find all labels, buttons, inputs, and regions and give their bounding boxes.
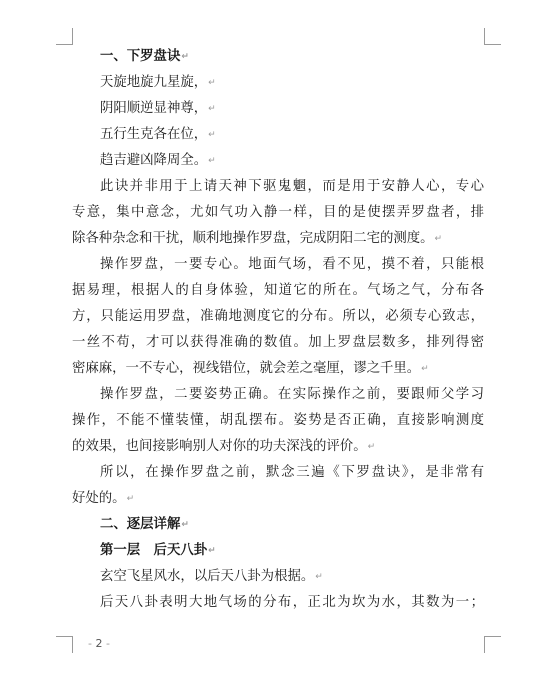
paragraph-mark-icon: ↵ [181, 52, 189, 62]
line-text: 据易理，根据人的自身体验，知道它的所在。气场之气，分布各 [72, 283, 484, 298]
margin-corner-top-left [56, 28, 73, 45]
text-line [72, 174, 484, 200]
paragraph-mark-icon: ↵ [434, 234, 443, 244]
line-text: 操作罗盘，一要专心。地面气场，看不见，摸不着，只能根 [100, 257, 484, 272]
line-text: 五行生克各在位， [100, 127, 208, 142]
paragraph-mark-icon: ↵ [208, 130, 216, 140]
line-text: 操作罗盘，二要姿势正确。在实际操作之前，要跟师父学习 [100, 387, 484, 402]
line-text: 第一层 后天八卦 [100, 543, 208, 558]
text-line [72, 590, 484, 616]
section-heading [72, 512, 484, 538]
text-line [72, 564, 484, 590]
line-text: 天旋地旋九星旋， [100, 75, 208, 90]
text-line [72, 408, 484, 434]
text-line [72, 122, 484, 148]
text-line [72, 226, 484, 252]
margin-corner-top-right [484, 28, 501, 45]
text-line [72, 330, 484, 356]
line-text: 专意，集中意念，尤如气功入静一样，目的是使摆弄罗盘者，排 [72, 205, 484, 220]
text-line [72, 96, 484, 122]
line-text: 一、下罗盘诀 [100, 49, 181, 64]
section-heading [72, 538, 484, 564]
line-text: 一丝不苟，才可以获得准确的数值。加上罗盘层数多，排列得密 [72, 335, 484, 350]
text-line [72, 200, 484, 226]
text-line [72, 148, 484, 174]
footer-dash-left: - [88, 637, 96, 650]
text-line [72, 356, 484, 382]
line-text: 的效果，也间接影响别人对你的功夫深浅的评价。 [72, 439, 367, 454]
line-text: 趋吉避凶降周全。 [100, 153, 208, 168]
paragraph-mark-icon: ↵ [208, 104, 216, 114]
line-text: 方，只能运用罗盘，准确地测度它的分布。所以，必须专心致志， [72, 309, 484, 324]
page-footer [88, 636, 110, 652]
margin-corner-bottom-right [484, 636, 501, 653]
line-text: 二、逐层详解 [100, 517, 181, 532]
paragraph-mark-icon: ↵ [126, 494, 135, 504]
footer-dash-right: - [102, 637, 110, 650]
text-line [72, 70, 484, 96]
text-line [72, 486, 484, 512]
text-line [72, 278, 484, 304]
paragraph-mark-icon: ↵ [208, 546, 216, 556]
paragraph-mark-icon: ↵ [181, 520, 189, 530]
paragraph-mark-icon: ↵ [208, 156, 216, 166]
line-text: 此诀并非用于上请天神下驱鬼魍，而是用于安静人心，专心 [100, 179, 484, 194]
document-body[interactable] [72, 44, 484, 616]
line-text: 所以，在操作罗盘之前，默念三遍《下罗盘诀》，是非常有 [100, 465, 484, 480]
line-text: 阴阳顺逆显神尊， [100, 101, 208, 116]
paragraph-mark-icon: ↵ [208, 78, 216, 88]
line-text: 好处的。 [72, 491, 126, 506]
text-line [72, 304, 484, 330]
margin-corner-bottom-left [56, 636, 73, 653]
section-heading [72, 44, 484, 70]
paragraph-mark-icon: ↵ [315, 572, 323, 582]
page-number: 2 [95, 637, 103, 650]
line-text: 玄空飞星风水，以后天八卦为根据。 [100, 569, 315, 584]
text-line [72, 460, 484, 486]
paragraph-mark-icon: ↵ [367, 442, 376, 452]
line-text: 除各种杂念和干扰，顺利地操作罗盘，完成阴阳二宅的测度。 [72, 231, 434, 246]
line-text: 密麻麻，一不专心，视线错位，就会差之毫厘，谬之千里。 [72, 361, 421, 376]
text-line [72, 434, 484, 460]
line-text: 后天八卦表明大地气场的分布，正北为坎为水，其数为一； [100, 595, 484, 610]
text-line [72, 382, 484, 408]
paragraph-mark-icon: ↵ [421, 364, 429, 374]
text-line [72, 252, 484, 278]
line-text: 操作，不能不懂装懂，胡乱摆布。姿势是否正确，直接影响测度 [72, 413, 484, 428]
